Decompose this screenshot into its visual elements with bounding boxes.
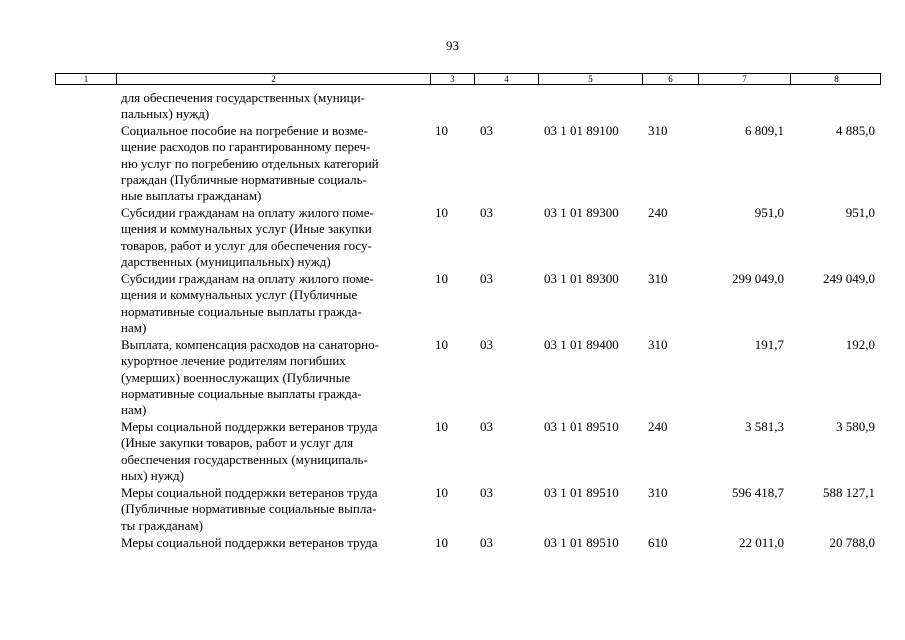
- cell-section: 10: [435, 419, 448, 434]
- cell-section: 10: [435, 271, 448, 286]
- header-cell: 5: [538, 74, 642, 84]
- cell-amount-1: 951,0: [754, 205, 784, 220]
- cell-code: 03 1 01 89400: [544, 337, 619, 352]
- cell-code: 03 1 01 89300: [544, 205, 619, 220]
- cell-amount-1: 596 418,7: [732, 485, 784, 500]
- row-description: Меры социальной поддержки ветеранов труда (Иные закупки товаров, работ и услуг для обеспечения государственных (муниципаль- ных) нужд): [121, 419, 378, 483]
- cell-code: 03 1 01 89510: [544, 535, 619, 550]
- cell-code: 03 1 01 89100: [544, 123, 619, 138]
- cell-subsection: 03: [480, 205, 493, 220]
- cell-type: 240: [648, 205, 668, 220]
- cell-amount-2: 4 885,0: [836, 123, 875, 138]
- row-description: Субсидии гражданам на оплату жилого поме- щения и коммунальных услуг (Иные закупки товаров, работ и услуг для обеспечения госу- дарственных (муниципальных) нужд): [121, 205, 374, 269]
- cell-subsection: 03: [480, 123, 493, 138]
- cell-section: 10: [435, 205, 448, 220]
- row-description: для обеспечения государственных (муници- пальных) нужд): [121, 90, 365, 122]
- cell-amount-2: 3 580,9: [836, 419, 875, 434]
- cell-code: 03 1 01 89510: [544, 485, 619, 500]
- row-description: Социальное пособие на погребение и возме- щение расходов по гарантированному переч- ню услуг по погребению отдельных категорий граждан (Публичные нормативные социаль- ные выплаты гражданам): [121, 123, 379, 204]
- header-cell: 6: [642, 74, 698, 84]
- cell-type: 310: [648, 337, 668, 352]
- cell-subsection: 03: [480, 271, 493, 286]
- cell-code: 03 1 01 89300: [544, 271, 619, 286]
- page-number: 93: [446, 38, 459, 53]
- cell-type: 610: [648, 535, 668, 550]
- cell-code: 03 1 01 89510: [544, 419, 619, 434]
- cell-subsection: 03: [480, 535, 493, 550]
- table-row: [55, 419, 881, 485]
- table-row: [55, 123, 881, 205]
- cell-section: 10: [435, 535, 448, 550]
- cell-amount-2: 20 788,0: [829, 535, 875, 550]
- cell-amount-1: 3 581,3: [745, 419, 784, 434]
- table-header: [55, 73, 881, 85]
- cell-subsection: 03: [480, 485, 493, 500]
- header-cell: 7: [698, 74, 790, 84]
- header-cell: 2: [116, 74, 430, 84]
- table-row: [55, 337, 881, 419]
- cell-amount-1: 299 049,0: [732, 271, 784, 286]
- cell-amount-1: 22 011,0: [738, 535, 784, 550]
- cell-type: 310: [648, 123, 668, 138]
- row-description: Меры социальной поддержки ветеранов труда (Публичные нормативные социальные выпла- ты гражданам): [121, 485, 378, 533]
- table-row: [55, 485, 881, 535]
- cell-section: 10: [435, 123, 448, 138]
- cell-subsection: 03: [480, 337, 493, 352]
- cell-amount-2: 192,0: [845, 337, 875, 352]
- table-row: [55, 205, 881, 271]
- cell-amount-2: 249 049,0: [823, 271, 875, 286]
- cell-subsection: 03: [480, 419, 493, 434]
- cell-type: 310: [648, 271, 668, 286]
- row-description: Выплата, компенсация расходов на санаторно- курортное лечение родителям погибших (умерших) военнослужащих (Публичные нормативные социальные выплаты гражда- нам): [121, 337, 379, 418]
- cell-section: 10: [435, 485, 448, 500]
- row-description: Меры социальной поддержки ветеранов труда: [121, 535, 378, 550]
- table-row: [55, 90, 881, 123]
- row-description: Субсидии гражданам на оплату жилого поме- щения и коммунальных услуг (Публичные нормативные социальные выплаты гражда- нам): [121, 271, 374, 335]
- cell-section: 10: [435, 337, 448, 352]
- cell-type: 310: [648, 485, 668, 500]
- table-row: [55, 535, 881, 552]
- cell-amount-1: 6 809,1: [745, 123, 784, 138]
- header-cell: 3: [430, 74, 474, 84]
- cell-amount-2: 951,0: [845, 205, 875, 220]
- table-row: [55, 271, 881, 337]
- table-body: [55, 90, 881, 552]
- header-cell: 4: [474, 74, 538, 84]
- header-cell: 1: [83, 74, 89, 84]
- cell-type: 240: [648, 419, 668, 434]
- cell-amount-1: 191,7: [754, 337, 784, 352]
- header-cell: 8: [790, 74, 882, 84]
- cell-amount-2: 588 127,1: [823, 485, 875, 500]
